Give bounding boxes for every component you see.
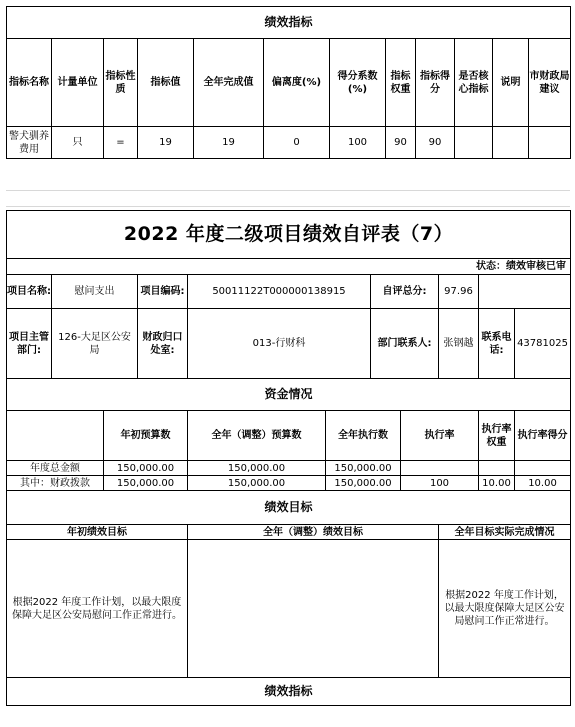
funds-row-adjusted: 150,000.00 bbox=[188, 476, 326, 491]
form-title: 2022 年度二级项目绩效自评表（7） bbox=[7, 211, 571, 259]
bottom-section-title: 绩效指标 bbox=[7, 678, 571, 706]
cell-completed: 19 bbox=[194, 127, 264, 159]
funds-header-adjusted: 全年（调整）预算数 bbox=[188, 411, 326, 461]
cell-note bbox=[493, 127, 529, 159]
header-note: 说明 bbox=[493, 39, 529, 127]
header-indicator-name: 指标名称 bbox=[7, 39, 52, 127]
project-name-value: 慰问支出 bbox=[52, 275, 138, 309]
funds-row-rate-score: 10.00 bbox=[515, 476, 571, 491]
funds-header-blank bbox=[7, 411, 104, 461]
top-section-title: 绩效指标 bbox=[7, 7, 571, 39]
finance-office-label: 财政归口处室: bbox=[138, 309, 188, 379]
funds-header-rate: 执行率 bbox=[401, 411, 479, 461]
header-value: 指标值 bbox=[138, 39, 194, 127]
cell-suggestion bbox=[529, 127, 571, 159]
self-score-label: 自评总分: bbox=[371, 275, 439, 309]
header-suggestion: 市财政局建议 bbox=[529, 39, 571, 127]
cell-weight: 90 bbox=[386, 127, 416, 159]
funds-header-initial: 年初预算数 bbox=[104, 411, 188, 461]
funds-section-title: 资金情况 bbox=[7, 379, 571, 411]
dept-label: 项目主管部门: bbox=[7, 309, 52, 379]
header-score-coef: 得分系数(%) bbox=[330, 39, 386, 127]
cell-score: 90 bbox=[416, 127, 455, 159]
status-text: 状态：绩效审核已审 bbox=[7, 259, 571, 275]
goals-header-initial: 年初绩效目标 bbox=[7, 525, 188, 540]
phone-label: 联系电话: bbox=[479, 309, 515, 379]
funds-row-label: 年度总金额 bbox=[7, 461, 104, 476]
goals-initial-text: 根据2022 年度工作计划，以最大限度保障大足区公安局慰问工作正常进行。 bbox=[7, 540, 188, 678]
project-code-label: 项目编码: bbox=[138, 275, 188, 309]
goals-section-title: 绩效目标 bbox=[7, 491, 571, 525]
funds-row-label: 其中：财政拨款 bbox=[7, 476, 104, 491]
cell-value: 19 bbox=[138, 127, 194, 159]
cell-core bbox=[455, 127, 493, 159]
cell-unit: 只 bbox=[52, 127, 104, 159]
funds-header-executed: 全年执行数 bbox=[326, 411, 401, 461]
funds-row-executed: 150,000.00 bbox=[326, 476, 401, 491]
phone-value: 43781025 bbox=[515, 309, 571, 379]
sheet-gap-row bbox=[6, 174, 570, 191]
header-score: 指标得分 bbox=[416, 39, 455, 127]
sheet-gap-row bbox=[6, 190, 570, 207]
header-completed: 全年完成值 bbox=[194, 39, 264, 127]
funds-row-rate-weight: 10.00 bbox=[479, 476, 515, 491]
self-score-value: 97.96 bbox=[439, 275, 479, 309]
cell-deviation: 0 bbox=[264, 127, 330, 159]
goals-header-actual: 全年目标实际完成情况 bbox=[439, 525, 571, 540]
top-indicator-table bbox=[6, 6, 571, 159]
header-deviation: 偏离度(%) bbox=[264, 39, 330, 127]
cell-score-coef: 100 bbox=[330, 127, 386, 159]
goals-adjusted-text bbox=[188, 540, 439, 678]
self-score-blank bbox=[479, 275, 571, 309]
funds-header-rate-weight: 执行率权重 bbox=[479, 411, 515, 461]
funds-row-adjusted: 150,000.00 bbox=[188, 461, 326, 476]
funds-row-rate: 100 bbox=[401, 476, 479, 491]
dept-value: 126-大足区公安局 bbox=[52, 309, 138, 379]
header-core: 是否核心指标 bbox=[455, 39, 493, 127]
funds-row-rate bbox=[401, 461, 479, 476]
project-code-value: 50011122T000000138915 bbox=[188, 275, 371, 309]
header-weight: 指标权重 bbox=[386, 39, 416, 127]
header-unit: 计量单位 bbox=[52, 39, 104, 127]
funds-row-initial: 150,000.00 bbox=[104, 461, 188, 476]
goals-header-adjusted: 全年（调整）绩效目标 bbox=[188, 525, 439, 540]
project-name-label: 项目名称: bbox=[7, 275, 52, 309]
funds-row-rate-score bbox=[515, 461, 571, 476]
cell-nature: = bbox=[104, 127, 138, 159]
funds-row-initial: 150,000.00 bbox=[104, 476, 188, 491]
funds-row-executed: 150,000.00 bbox=[326, 461, 401, 476]
header-nature: 指标性质 bbox=[104, 39, 138, 127]
contact-value: 张钢越 bbox=[439, 309, 479, 379]
goals-actual-text: 根据2022 年度工作计划，以最大限度保障大足区公安局慰问工作正常进行。 bbox=[439, 540, 571, 678]
self-evaluation-form bbox=[6, 210, 571, 706]
funds-header-rate-score: 执行率得分 bbox=[515, 411, 571, 461]
cell-indicator-name: 警犬驯养费用 bbox=[7, 127, 52, 159]
contact-label: 部门联系人: bbox=[371, 309, 439, 379]
funds-row-rate-weight bbox=[479, 461, 515, 476]
finance-office-value: 013-行财科 bbox=[188, 309, 371, 379]
